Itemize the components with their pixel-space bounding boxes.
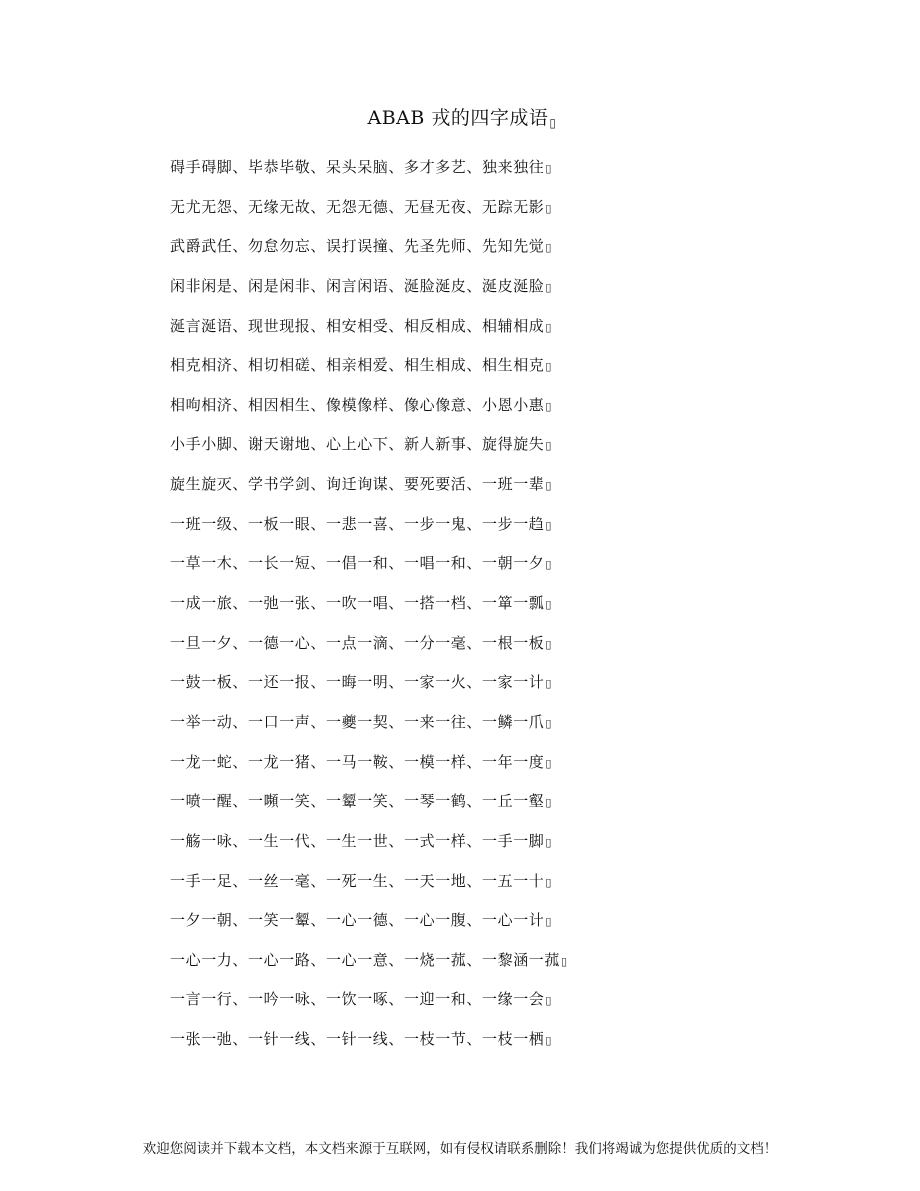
line-end-mark: ▯ bbox=[545, 796, 553, 810]
idiom-line-text: 涎言涎语、现世现报、相安相受、相反相成、相辅相成 bbox=[170, 316, 545, 335]
footer-disclaimer: 欢迎您阅读并下载本文档，本文档来源于互联网，如有侵权请联系删除！我们将竭诚为您提供优质的文档！ bbox=[142, 1141, 778, 1157]
idiom-line bbox=[170, 192, 770, 232]
line-end-mark: ▯ bbox=[545, 162, 553, 175]
line-end-mark: ▯ bbox=[545, 677, 553, 691]
idiom-line bbox=[170, 231, 770, 271]
idiom-line-text: 相克相济、相切相磋、相亲相爱、相生相成、相生相克 bbox=[170, 356, 545, 375]
title-end-mark: ▯ bbox=[549, 116, 557, 130]
idiom-line-text: 小手小脚、谢天谢地、心上心下、新人新事、旋得旋失 bbox=[170, 435, 545, 454]
line-end-mark: ▯ bbox=[545, 280, 553, 294]
line-end-mark: ▯ bbox=[545, 320, 553, 334]
idiom-line-text: 闲非闲是、闲是闲非、闲言闲语、涎脸涎皮、涎皮涎脸 bbox=[170, 276, 545, 295]
idiom-line bbox=[170, 509, 770, 549]
idiom-line-text: 一鼓一板、一还一报、一晦一明、一家一火、一家一计 bbox=[170, 673, 545, 692]
line-end-mark: ▯ bbox=[545, 598, 553, 612]
idiom-line bbox=[170, 747, 770, 787]
idiom-line-text: 一举一动、一口一声、一夔一契、一来一往、一鳞一爪 bbox=[170, 712, 545, 731]
line-end-mark: ▯ bbox=[545, 716, 553, 730]
idiom-line bbox=[170, 667, 770, 707]
line-end-mark: ▯ bbox=[545, 241, 553, 255]
idiom-line-text: 一喷一醒、一嚬一笑、一颦一笑、一琴一鹤、一丘一壑 bbox=[170, 792, 545, 811]
idiom-line-text: 一班一级、一板一眼、一悲一喜、一步一鬼、一步一趋 bbox=[170, 514, 545, 533]
idiom-line-text: 一觞一咏、一生一代、一生一世、一式一样、一手一脚 bbox=[170, 831, 545, 850]
idiom-line bbox=[170, 350, 770, 390]
idiom-line bbox=[170, 469, 770, 509]
line-end-mark: ▯ bbox=[545, 201, 553, 215]
line-end-mark: ▯ bbox=[561, 954, 568, 968]
idiom-line bbox=[170, 271, 770, 311]
idiom-line bbox=[170, 945, 770, 985]
line-end-mark: ▯ bbox=[545, 518, 553, 532]
line-end-mark: ▯ bbox=[545, 399, 553, 413]
idiom-line bbox=[170, 152, 770, 192]
line-end-mark: ▯ bbox=[545, 439, 553, 453]
idiom-line-text: 一张一弛、一针一线、一针一线、一枝一节、一枝一栖 bbox=[170, 1030, 545, 1049]
idiom-line bbox=[170, 1024, 770, 1064]
idiom-line-text: 相呴相济、相因相生、像模像样、像心像意、小恩小惠 bbox=[170, 395, 545, 414]
idiom-line bbox=[170, 905, 770, 945]
line-end-mark: ▯ bbox=[545, 835, 553, 849]
idiom-line-text: 旋生旋灭、学书学剑、询迁询谋、要死要活、一班一辈 bbox=[170, 475, 545, 494]
idiom-line bbox=[170, 826, 770, 866]
idiom-line bbox=[170, 707, 770, 747]
line-end-mark: ▯ bbox=[545, 558, 553, 572]
idiom-line-text: 一草一木、一长一短、一倡一和、一唱一和、一朝一夕 bbox=[170, 554, 545, 573]
idiom-line bbox=[170, 984, 770, 1024]
line-end-mark: ▯ bbox=[545, 637, 553, 651]
idiom-line-text: 一心一力、一心一路、一心一意、一烧一菰、一黎涵一菰 bbox=[170, 950, 561, 969]
line-end-mark: ▯ bbox=[545, 360, 553, 374]
idiom-line-text: 一龙一蛇、一龙一猪、一马一鞍、一模一样、一年一度 bbox=[170, 752, 545, 771]
idiom-line bbox=[170, 311, 770, 351]
page-title bbox=[0, 103, 920, 138]
idiom-list bbox=[170, 152, 770, 1064]
idiom-line-text: 一成一旅、一弛一张、一吹一唱、一搭一档、一箪一瓢 bbox=[170, 594, 545, 613]
line-end-mark: ▯ bbox=[545, 1034, 553, 1048]
title-text: ABAB 戎的四字成语 bbox=[367, 107, 549, 129]
idiom-line-text: 一旦一夕、一德一心、一点一滴、一分一毫、一根一板 bbox=[170, 633, 545, 652]
line-end-mark: ▯ bbox=[545, 875, 553, 889]
idiom-line-text: 一手一足、一丝一毫、一死一生、一天一地、一五一十 bbox=[170, 871, 545, 890]
line-end-mark: ▯ bbox=[545, 479, 553, 493]
line-end-mark: ▯ bbox=[545, 994, 553, 1008]
idiom-line bbox=[170, 429, 770, 469]
idiom-line bbox=[170, 588, 770, 628]
idiom-line bbox=[170, 628, 770, 668]
idiom-line bbox=[170, 786, 770, 826]
idiom-line bbox=[170, 390, 770, 430]
idiom-line-text: 无尤无怨、无缘无故、无怨无德、无昼无夜、无踪无影 bbox=[170, 197, 545, 216]
idiom-line bbox=[170, 866, 770, 906]
idiom-line-text: 碍手碍脚、毕恭毕敬、呆头呆脑、多才多艺、独来独往 bbox=[170, 158, 545, 176]
line-end-mark: ▯ bbox=[545, 915, 553, 929]
line-end-mark: ▯ bbox=[545, 756, 553, 770]
idiom-line bbox=[170, 548, 770, 588]
idiom-line-text: 一夕一朝、一笑一颦、一心一德、一心一腹、一心一计 bbox=[170, 911, 545, 930]
idiom-line-text: 武爵武任、勿怠勿忘、误打误撞、先圣先师、先知先觉 bbox=[170, 237, 545, 256]
idiom-line-text: 一言一行、一吟一咏、一饮一啄、一迎一和、一缘一会 bbox=[170, 990, 545, 1009]
